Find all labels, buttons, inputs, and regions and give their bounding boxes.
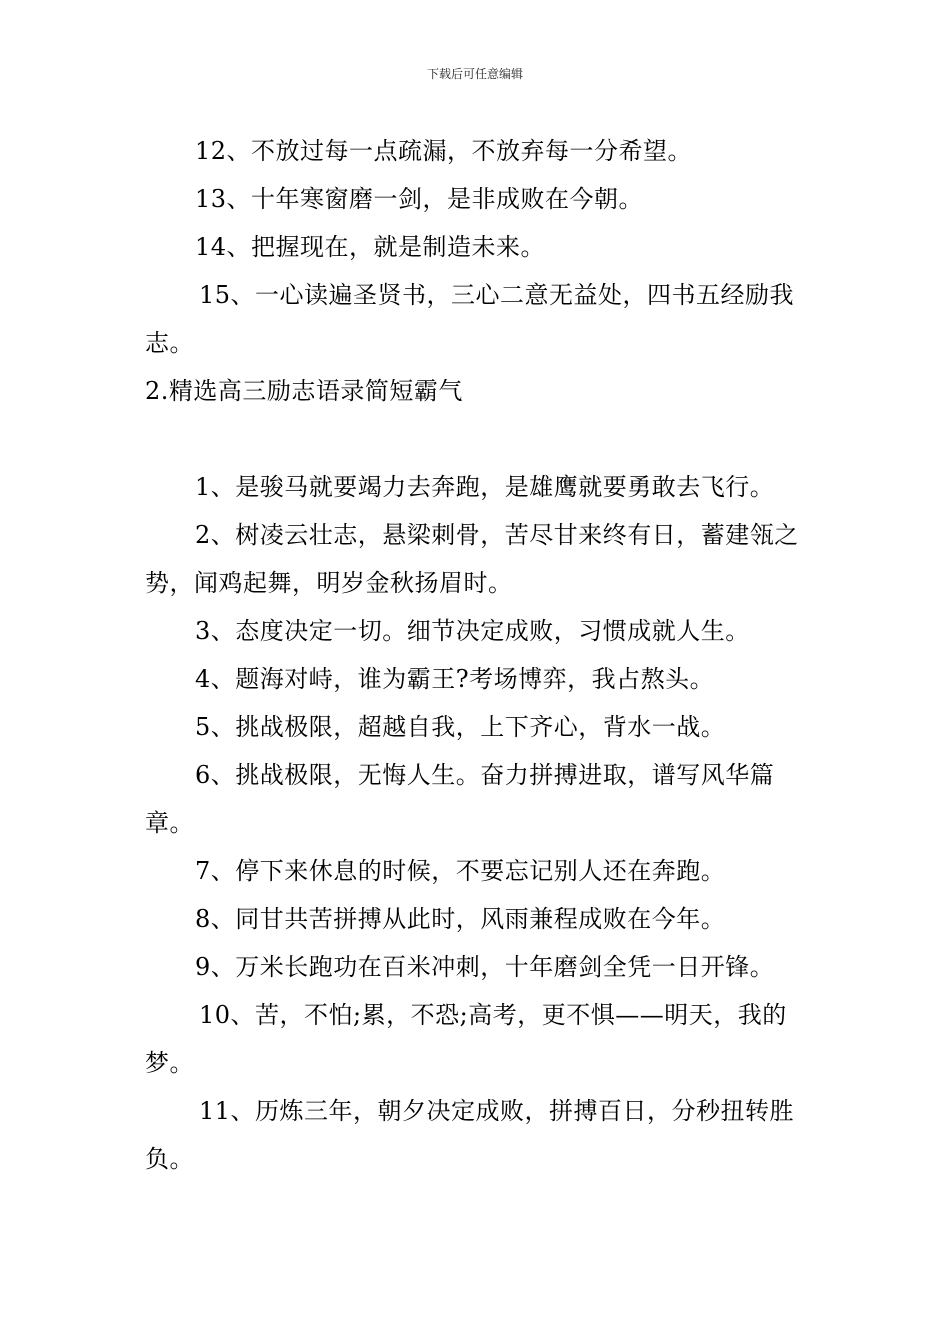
list-item: 15、一心读遍圣贤书，三心二意无益处，四书五经励我志。 (145, 281, 795, 357)
list-item: 7、停下来休息的时候，不要忘记别人还在奔跑。 (195, 857, 726, 885)
list-item: 8、同甘共苦拼搏从此时，风雨兼程成败在今年。 (195, 905, 726, 933)
section-spacer (145, 415, 810, 463)
list-item: 11、历炼三年，朝夕决定成败，拼搏百日，分秒扭转胜负。 (145, 1097, 795, 1173)
list-item: 6、挑战极限，无悔人生。奋力拼搏进取，谱写风华篇章。 (145, 761, 775, 837)
list-item: 9、万米长跑功在百米冲刺，十年磨剑全凭一日开锋。 (195, 953, 775, 981)
list-item: 13、十年寒窗磨一剑，是非成败在今朝。 (195, 185, 644, 213)
page-header: 下载后可任意编辑 (426, 67, 523, 81)
list-item: 3、态度决定一切。细节决定成败，习惯成就人生。 (195, 617, 750, 645)
document-body (145, 127, 810, 1183)
section-heading: 2.精选高三励志语录简短霸气 (145, 377, 463, 405)
list-item: 10、苦，不怕;累，不恐;高考，更不惧——明天，我的梦。 (145, 1001, 787, 1077)
list-item: 14、把握现在，就是制造未来。 (195, 233, 546, 261)
list-item: 12、不放过每一点疏漏，不放弃每一分希望。 (195, 137, 693, 165)
list-item: 1、是骏马就要竭力去奔跑，是雄鹰就要勇敢去飞行。 (195, 473, 775, 501)
list-item: 4、题海对峙，谁为霸王?考场博弈，我占熬头。 (195, 665, 715, 693)
list-item: 2、树凌云壮志，悬梁刺骨，苦尽甘来终有日，蓄建瓴之势，闻鸡起舞，明岁金秋扬眉时。 (145, 521, 799, 597)
list-item: 5、挑战极限，超越自我，上下齐心，背水一战。 (195, 713, 726, 741)
